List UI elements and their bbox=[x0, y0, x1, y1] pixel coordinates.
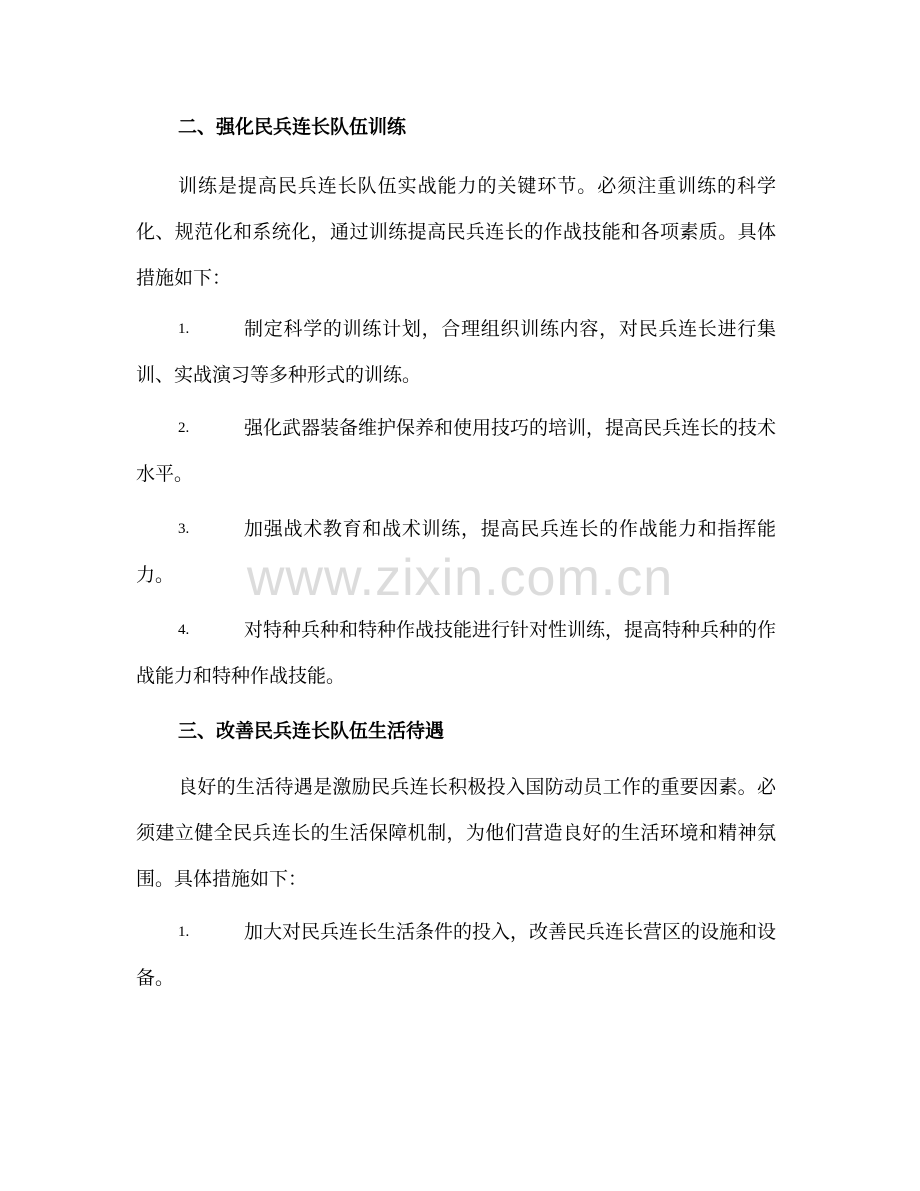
list-item-number: 1. bbox=[178, 321, 190, 337]
list-item bbox=[136, 405, 776, 497]
list-item-text: 制定科学的训练计划，合理组织训练内容，对民兵连长进行集训、实战演习等多种形式的训练。 bbox=[136, 318, 776, 386]
section-heading-training: 二、强化民兵连长队伍训练 bbox=[178, 116, 407, 138]
list-item-text: 对特种兵种和特种作战技能进行针对性训练，提高特种兵种的作战能力和特种作战技能。 bbox=[136, 619, 777, 687]
paragraph-living-intro: 良好的生活待遇是激励民兵连长积极投入国防动员工作的重要因素。必须建立健全民兵连长的生活保障机制，为他们营造良好的生活环境和精神氛围。具体措施如下： bbox=[136, 776, 776, 890]
list-item-number: 1. bbox=[178, 924, 190, 940]
paragraph-training-intro: 训练是提高民兵连长队伍实战能力的关键环节。必须注重训练的科学化、规范化和系统化，通过训练提高民兵连长的作战技能和各项素质。具体措施如下： bbox=[136, 175, 776, 289]
watermark: www.zixin.com.cn bbox=[246, 549, 674, 607]
list-item-text: 强化武器装备维护保养和使用技巧的培训，提高民兵连长的技术水平。 bbox=[136, 417, 777, 485]
list-item-text: 加大对民兵连长生活条件的投入，改善民兵连长营区的设施和设备。 bbox=[136, 921, 777, 989]
list-item bbox=[136, 607, 776, 699]
list-item-text: 加强战术教育和战术训练，提高民兵连长的作战能力和指挥能力。 bbox=[136, 518, 776, 586]
section-heading-living: 三、改善民兵连长队伍生活待遇 bbox=[178, 720, 445, 742]
list-item bbox=[136, 306, 776, 398]
list-item bbox=[136, 909, 776, 1001]
list-item-number: 3. bbox=[178, 521, 190, 537]
list-item-number: 4. bbox=[178, 622, 190, 638]
list-item-number: 2. bbox=[178, 420, 190, 436]
